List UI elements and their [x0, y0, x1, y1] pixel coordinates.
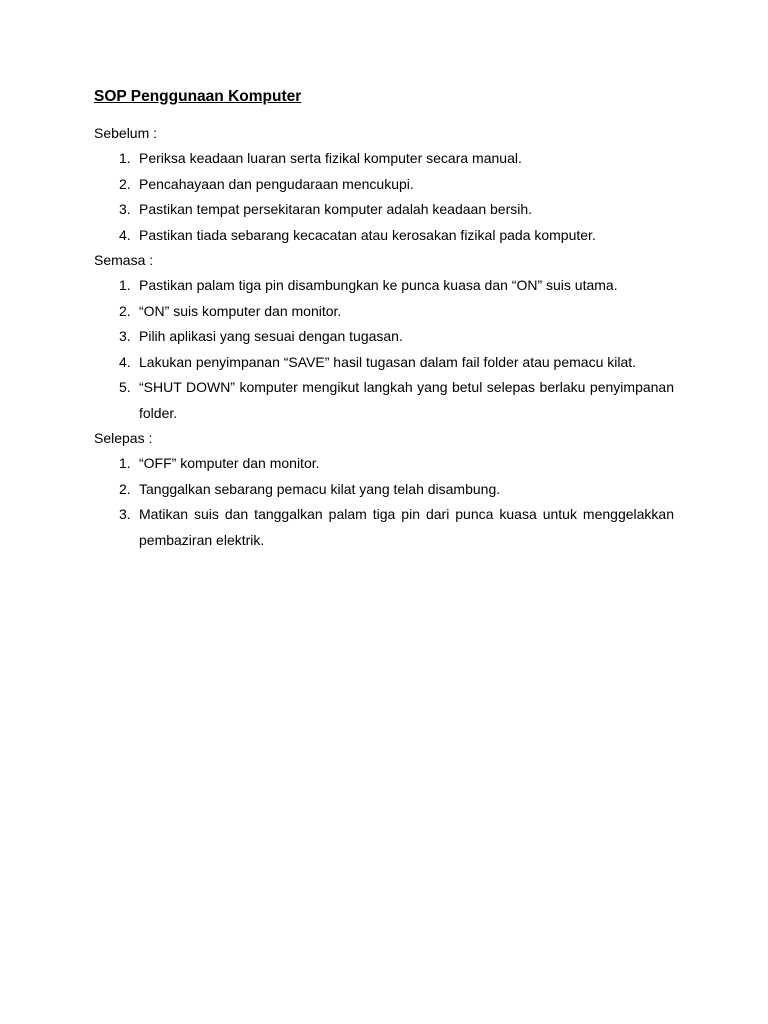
- section-label-semasa: Semasa :: [94, 252, 154, 268]
- list-number: 1.: [119, 150, 131, 166]
- list-item: [94, 451, 674, 477]
- list-item-text: Pilih aplikasi yang sesuai dengan tugasan.: [139, 328, 403, 344]
- list-number: 2.: [119, 302, 131, 319]
- list-item-text: “ON” suis komputer dan monitor.: [139, 302, 342, 319]
- list-item: [94, 172, 674, 198]
- step-list-selepas: [94, 451, 674, 553]
- list-number: 3.: [119, 328, 131, 344]
- list-item: [94, 146, 674, 172]
- list-item: [94, 273, 674, 299]
- list-item-text: Matikan suis dan tanggalkan palam tiga pin dari punca kuasa untuk menggelakkan pembaziran elektrik.: [139, 506, 674, 548]
- list-item: [94, 502, 674, 553]
- list-number: 4.: [119, 226, 131, 243]
- list-item: [94, 375, 674, 426]
- list-item-text: “OFF” komputer dan monitor.: [139, 455, 320, 471]
- step-list-sebelum: [94, 146, 674, 248]
- list-item: [94, 223, 674, 249]
- list-number: 5.: [119, 379, 131, 395]
- list-number: 2.: [119, 175, 131, 192]
- list-item-text: Periksa keadaan luaran serta fizikal komputer secara manual.: [139, 150, 522, 166]
- list-number: 1.: [119, 277, 131, 293]
- list-item: [94, 324, 674, 350]
- list-item-text: “SHUT DOWN” komputer mengikut langkah yang betul selepas berlaku penyimpanan folder.: [139, 379, 674, 421]
- list-item: [94, 299, 674, 325]
- step-list-semasa: [94, 273, 674, 426]
- list-item-text: Pastikan tiada sebarang kecacatan atau kerosakan fizikal pada komputer.: [139, 226, 596, 243]
- list-item-text: Pastikan tempat persekitaran komputer adalah keadaan bersih.: [139, 201, 533, 217]
- list-item: [94, 350, 674, 376]
- list-number: 1.: [119, 455, 131, 471]
- list-number: 4.: [119, 353, 131, 370]
- list-number: 2.: [119, 480, 131, 497]
- list-item-text: Pastikan palam tiga pin disambungkan ke punca kuasa dan “ON” suis utama.: [139, 277, 618, 293]
- list-item-text: Tanggalkan sebarang pemacu kilat yang telah disambung.: [139, 480, 501, 497]
- page-title: SOP Penggunaan Komputer: [94, 88, 302, 105]
- section-label-sebelum: Sebelum :: [94, 125, 158, 141]
- list-item-text: Lakukan penyimpanan “SAVE” hasil tugasan dalam fail folder atau pemacu kilat.: [139, 353, 637, 370]
- list-number: 3.: [119, 506, 131, 522]
- list-item: [94, 197, 674, 223]
- list-item-text: Pencahayaan dan pengudaraan mencukupi.: [139, 175, 414, 192]
- list-item: [94, 477, 674, 503]
- list-number: 3.: [119, 201, 131, 217]
- section-label-selepas: Selepas :: [94, 430, 153, 446]
